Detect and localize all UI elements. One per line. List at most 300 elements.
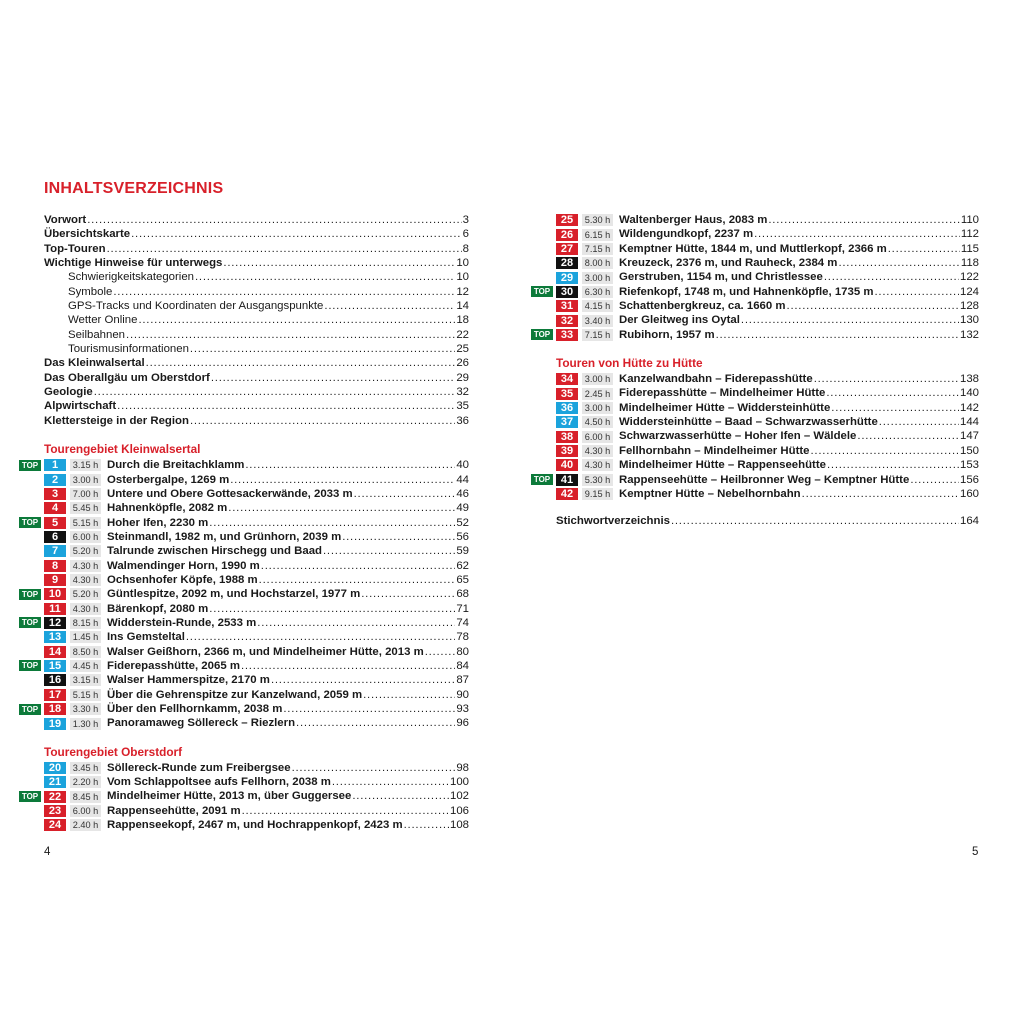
- toc-right-column: [533, 213, 979, 529]
- dot-leader: [814, 372, 959, 386]
- dot-leader: [363, 688, 455, 702]
- tour-duration: 5.20 h: [70, 588, 101, 600]
- dot-leader: [138, 313, 455, 327]
- entry-page: 6: [462, 228, 469, 241]
- dot-leader: [768, 213, 959, 227]
- dot-leader: [857, 429, 959, 443]
- tour-duration: 3.40 h: [582, 315, 613, 327]
- tour-entry[interactable]: [556, 444, 979, 458]
- tour-number-badge: 8: [44, 560, 66, 572]
- tour-number-badge: 6: [44, 531, 66, 543]
- tour-label: Rappenseekopf, 2467 m, und Hochrappenkopf, 2423 m: [107, 819, 403, 832]
- dot-leader: [874, 285, 959, 299]
- tour-number-badge: 34: [556, 373, 578, 385]
- tour-label: Schattenbergkreuz, ca. 1660 m: [619, 300, 786, 313]
- tour-label: Rappenseehütte, 2091 m: [107, 804, 241, 817]
- tour-entry[interactable]: [44, 775, 469, 789]
- tour-number-badge: 41: [556, 474, 578, 486]
- tour-duration: 2.20 h: [70, 776, 101, 788]
- tour-entry[interactable]: [556, 213, 979, 227]
- top-badge: TOP: [19, 704, 41, 715]
- tour-number-badge: 16: [44, 674, 66, 686]
- tour-page: 78: [456, 631, 469, 644]
- tour-duration: 6.15 h: [582, 229, 613, 241]
- tour-page: 40: [456, 459, 469, 472]
- tour-entry[interactable]: [533, 328, 979, 342]
- entry-label: Schwierigkeitskategorien: [68, 271, 194, 284]
- tour-duration: 3.45 h: [70, 762, 101, 774]
- toc-entry[interactable]: [556, 514, 979, 528]
- tour-duration: 6.30 h: [582, 286, 613, 298]
- toc-left-column: [21, 213, 469, 832]
- tour-duration: 3.00 h: [70, 474, 101, 486]
- tour-label: Ochsenhofer Köpfe, 1988 m: [107, 573, 258, 586]
- tour-page: 71: [456, 602, 469, 615]
- tour-duration: 5.30 h: [582, 474, 613, 486]
- tour-entry[interactable]: [556, 313, 979, 327]
- entry-label: GPS-Tracks und Koordinaten der Ausgangspunkte: [68, 300, 324, 313]
- dot-leader: [87, 213, 461, 227]
- toc-entry[interactable]: [44, 356, 469, 370]
- tour-page: 93: [456, 703, 469, 715]
- dot-leader: [209, 602, 455, 616]
- section-heading: Touren von Hütte zu Hütte: [556, 356, 703, 371]
- tour-entry[interactable]: [44, 645, 469, 659]
- dot-leader: [824, 270, 959, 284]
- section-heading: Tourengebiet Kleinwalsertal: [44, 442, 201, 457]
- entry-label: Das Oberallgäu um Oberstdorf: [44, 371, 210, 384]
- tour-page: 46: [456, 487, 469, 500]
- dot-leader: [826, 386, 959, 400]
- tour-entry[interactable]: [21, 587, 469, 601]
- entry-page: 10: [456, 271, 469, 284]
- tour-label: Panoramaweg Söllereck – Riezlern: [107, 717, 296, 730]
- dot-leader: [811, 444, 959, 458]
- tour-page: 153: [959, 459, 979, 472]
- tour-page: 80: [456, 645, 469, 658]
- dot-leader: [361, 587, 455, 601]
- tour-duration: 6.00 h: [582, 431, 613, 443]
- dot-leader: [223, 256, 455, 270]
- page-number-right: 5: [972, 846, 979, 858]
- tour-label: Hahnenköpfle, 2082 m: [107, 502, 228, 515]
- tour-page: 140: [959, 387, 979, 400]
- tour-label: Mindelheimer Hütte – Widdersteinhütte: [619, 401, 831, 414]
- tour-duration: 5.15 h: [70, 689, 101, 701]
- dot-leader: [94, 385, 456, 399]
- tour-number-badge: 30: [556, 286, 578, 298]
- toc-entry[interactable]: [44, 385, 469, 399]
- tour-label: Fiderepasshütte – Mindelheimer Hütte: [619, 387, 826, 400]
- dot-leader: [323, 544, 455, 558]
- tour-entry[interactable]: [44, 716, 469, 730]
- top-badge: TOP: [531, 474, 553, 485]
- tour-duration: 7.15 h: [582, 243, 613, 255]
- dot-leader: [342, 530, 455, 544]
- tour-duration: 4.45 h: [70, 660, 101, 672]
- page-number-left: 4: [44, 846, 51, 858]
- dot-leader: [146, 356, 456, 370]
- dot-leader: [245, 458, 455, 472]
- toc-entry[interactable]: [44, 256, 469, 270]
- tour-page: 110: [960, 214, 979, 226]
- tour-label: Mindelheimer Hütte – Rappenseehütte: [619, 459, 826, 472]
- tour-number-badge: 38: [556, 431, 578, 443]
- tour-number-badge: 37: [556, 416, 578, 428]
- dot-leader: [754, 227, 960, 241]
- tour-number-badge: 22: [44, 791, 66, 803]
- tour-duration: 8.45 h: [70, 791, 101, 803]
- tour-label: Untere und Obere Gottesackerwände, 2033 m: [107, 487, 353, 500]
- entry-page: 10: [456, 257, 469, 270]
- tour-duration: 3.30 h: [70, 703, 101, 715]
- tour-duration: 5.30 h: [582, 214, 613, 226]
- tour-number-badge: 33: [556, 329, 578, 341]
- dot-leader: [209, 516, 455, 530]
- dot-leader: [107, 242, 462, 256]
- top-badge: TOP: [19, 517, 41, 528]
- tour-entry[interactable]: [44, 573, 469, 587]
- tour-entry[interactable]: [44, 487, 469, 501]
- tour-number-badge: 31: [556, 300, 578, 312]
- tour-page: 52: [456, 516, 469, 529]
- dot-leader: [831, 401, 959, 415]
- tour-number-badge: 29: [556, 272, 578, 284]
- tour-duration: 8.00 h: [582, 257, 613, 269]
- tour-duration: 3.15 h: [70, 459, 101, 471]
- tour-duration: 3.00 h: [582, 402, 613, 414]
- entry-label: Symbole: [68, 285, 113, 298]
- tour-number-badge: 9: [44, 574, 66, 586]
- tour-page: 144: [959, 416, 979, 429]
- dot-leader: [131, 227, 462, 241]
- tour-entry[interactable]: [533, 473, 979, 487]
- tour-duration: 9.15 h: [582, 488, 613, 500]
- tour-page: 90: [456, 688, 469, 701]
- entry-label: Stichwortverzeichnis: [556, 515, 670, 528]
- entry-label: Übersichtskarte: [44, 228, 131, 241]
- entry-page: 12: [456, 285, 469, 298]
- tour-page: 112: [960, 228, 979, 241]
- tour-label: Mindelheimer Hütte, 2013 m, über Guggersee: [107, 790, 352, 803]
- entry-page: 26: [456, 357, 469, 370]
- tour-page: 130: [959, 314, 979, 327]
- tour-number-badge: 5: [44, 517, 66, 529]
- tour-entry[interactable]: [21, 659, 469, 673]
- toc-entry[interactable]: [44, 270, 469, 284]
- entry-label: Alpwirtschaft: [44, 400, 117, 413]
- top-badge: TOP: [19, 617, 41, 628]
- tour-duration: 8.15 h: [70, 617, 101, 629]
- tour-page: 49: [456, 502, 469, 515]
- tour-entry[interactable]: [21, 616, 469, 630]
- dot-leader: [838, 256, 959, 270]
- tour-entry[interactable]: [21, 702, 469, 716]
- tour-duration: 8.50 h: [70, 646, 101, 658]
- toc-entry[interactable]: [44, 399, 469, 413]
- entry-label: Seilbahnen: [68, 328, 126, 341]
- tour-page: 124: [959, 285, 979, 298]
- tour-entry[interactable]: [44, 761, 469, 775]
- toc-entry[interactable]: [44, 299, 469, 313]
- dot-leader: [230, 473, 455, 487]
- entry-label: Geologie: [44, 386, 93, 399]
- entry-label: Klettersteige in der Region: [44, 414, 189, 427]
- tour-page: 84: [456, 659, 469, 672]
- toc-entry[interactable]: [44, 285, 469, 299]
- tour-entry[interactable]: [556, 372, 979, 386]
- tour-label: Widdersteinhütte – Baad – Schwarzwasserhütte: [619, 416, 878, 429]
- toc-entry[interactable]: [44, 342, 469, 356]
- tour-entry[interactable]: [44, 559, 469, 573]
- entry-label: Top-Touren: [44, 242, 106, 255]
- tour-page: 74: [456, 616, 469, 629]
- tour-entry[interactable]: [556, 256, 979, 270]
- dot-leader: [126, 328, 455, 342]
- tour-label: Widderstein-Runde, 2533 m: [107, 616, 257, 629]
- tour-entry[interactable]: [556, 401, 979, 415]
- dot-leader: [404, 818, 449, 832]
- tour-page: 138: [959, 373, 979, 386]
- tour-page: 56: [456, 530, 469, 543]
- tour-entry[interactable]: [21, 789, 469, 803]
- entry-label: Tourismusinformationen: [68, 343, 189, 356]
- tour-label: Rubihorn, 1957 m: [619, 328, 715, 341]
- tour-label: Kemptner Hütte – Nebelhornbahn: [619, 487, 801, 500]
- tour-label: Fellhornbahn – Mindelheimer Hütte: [619, 444, 810, 457]
- dot-leader: [324, 299, 455, 313]
- tour-number-badge: 2: [44, 474, 66, 486]
- entry-label: Wichtige Hinweise für unterwegs: [44, 257, 223, 270]
- dot-leader: [211, 371, 455, 385]
- tour-label: Rappenseehütte – Heilbronner Weg – Kemptner Hütte: [619, 473, 910, 486]
- tour-page: 65: [456, 573, 469, 586]
- tour-number-badge: 20: [44, 762, 66, 774]
- tour-entry[interactable]: [44, 688, 469, 702]
- dot-leader: [195, 270, 455, 284]
- tour-number-badge: 21: [44, 776, 66, 788]
- toc-entry[interactable]: [44, 227, 469, 241]
- dot-leader: [352, 789, 449, 803]
- tour-entry[interactable]: [556, 227, 979, 241]
- tour-label: Waltenberger Haus, 2083 m: [619, 214, 768, 226]
- tour-duration: 4.30 h: [70, 574, 101, 586]
- tour-label: Durch die Breitachklamm: [107, 459, 245, 472]
- dot-leader: [228, 501, 455, 515]
- dot-leader: [716, 328, 959, 342]
- dot-leader: [296, 716, 455, 730]
- tour-page: 106: [449, 804, 469, 817]
- tour-entry[interactable]: [44, 630, 469, 644]
- tour-number-badge: 18: [44, 703, 66, 715]
- entry-label: Das Kleinwalsertal: [44, 357, 145, 370]
- tour-label: Gerstruben, 1154 m, und Christlessee: [619, 271, 823, 284]
- tour-label: Kemptner Hütte, 1844 m, und Muttlerkopf, 2366 m: [619, 242, 887, 255]
- entry-page: 14: [456, 300, 469, 313]
- tour-entry[interactable]: [556, 242, 979, 256]
- tour-duration: 2.45 h: [582, 388, 613, 400]
- dot-leader: [741, 313, 959, 327]
- toc-entry[interactable]: [44, 213, 469, 227]
- tour-number-badge: 32: [556, 315, 578, 327]
- tour-entry[interactable]: [44, 544, 469, 558]
- dot-leader: [910, 473, 959, 487]
- tour-page: 156: [959, 473, 979, 486]
- tour-label: Kanzelwandbahn – Fiderepasshütte: [619, 373, 813, 386]
- entry-page: 36: [456, 414, 469, 427]
- dot-leader: [190, 414, 455, 428]
- tour-entry[interactable]: [556, 487, 979, 501]
- tour-number-badge: 23: [44, 805, 66, 817]
- tour-number-badge: 10: [44, 588, 66, 600]
- tour-entry[interactable]: [44, 501, 469, 515]
- toc-entry[interactable]: [44, 371, 469, 385]
- tour-entry[interactable]: [556, 386, 979, 400]
- tour-entry[interactable]: [556, 299, 979, 313]
- toc-entry[interactable]: [44, 242, 469, 256]
- dot-leader: [888, 242, 960, 256]
- tour-duration: 3.00 h: [582, 272, 613, 284]
- tour-label: Güntlespitze, 2092 m, und Hochstarzel, 1977 m: [107, 588, 361, 601]
- dot-leader: [425, 645, 456, 659]
- tour-entry[interactable]: [44, 818, 469, 832]
- dot-leader: [332, 775, 449, 789]
- tour-label: Vom Schlappoltsee aufs Fellhorn, 2038 m: [107, 776, 331, 789]
- tour-entry[interactable]: [21, 458, 469, 472]
- tour-label: Der Gleitweg ins Oytal: [619, 314, 740, 327]
- tour-duration: 4.15 h: [582, 300, 613, 312]
- tour-duration: 5.20 h: [70, 545, 101, 557]
- tour-page: 147: [959, 430, 979, 443]
- dot-leader: [879, 415, 959, 429]
- entry-page: 18: [456, 314, 469, 327]
- tour-duration: 3.15 h: [70, 674, 101, 686]
- tour-duration: 7.15 h: [582, 329, 613, 341]
- tour-page: 87: [456, 674, 469, 687]
- tour-number-badge: 7: [44, 545, 66, 557]
- tour-label: Steinmandl, 1982 m, und Grünhorn, 2039 m: [107, 530, 342, 543]
- tour-label: Kreuzeck, 2376 m, und Rauheck, 2384 m: [619, 257, 838, 270]
- dot-leader: [292, 761, 456, 775]
- tour-label: Talrunde zwischen Hirschegg und Baad: [107, 545, 322, 558]
- entry-page: 22: [456, 328, 469, 341]
- tour-label: Hoher Ifen, 2230 m: [107, 516, 209, 529]
- tour-duration: 2.40 h: [70, 819, 101, 831]
- tour-page: 100: [449, 776, 469, 789]
- top-badge: TOP: [19, 589, 41, 600]
- top-badge: TOP: [19, 660, 41, 671]
- tour-label: Bärenkopf, 2080 m: [107, 602, 209, 615]
- tour-label: Ins Gemsteltal: [107, 631, 185, 644]
- dot-leader: [787, 299, 959, 313]
- dot-leader: [283, 702, 455, 716]
- entry-page: 3: [462, 214, 469, 226]
- toc-entry[interactable]: [44, 414, 469, 428]
- tour-number-badge: 12: [44, 617, 66, 629]
- tour-duration: 6.00 h: [70, 531, 101, 543]
- tour-entry[interactable]: [44, 530, 469, 544]
- tour-entry[interactable]: [556, 429, 979, 443]
- tour-number-badge: 28: [556, 257, 578, 269]
- tour-number-badge: 14: [44, 646, 66, 658]
- tour-number-badge: 25: [556, 214, 578, 226]
- tour-duration: 4.30 h: [582, 445, 613, 457]
- dot-leader: [113, 285, 455, 299]
- tour-duration: 4.30 h: [70, 560, 101, 572]
- entry-page: 8: [462, 242, 469, 255]
- entry-page: 164: [959, 515, 979, 528]
- tour-label: Fiderepasshütte, 2065 m: [107, 659, 240, 672]
- entry-page: 32: [456, 386, 469, 399]
- tour-page: 115: [960, 242, 979, 255]
- tour-label: Schwarzwasserhütte – Hoher Ifen – Wäldele: [619, 430, 857, 443]
- tour-entry[interactable]: [533, 285, 979, 299]
- tour-page: 160: [959, 487, 979, 500]
- tour-number-badge: 1: [44, 459, 66, 471]
- toc-entry[interactable]: [44, 328, 469, 342]
- tour-number-badge: 13: [44, 631, 66, 643]
- tour-duration: 5.45 h: [70, 502, 101, 514]
- tour-page: 102: [449, 790, 469, 803]
- tour-entry[interactable]: [44, 673, 469, 687]
- tour-entry[interactable]: [556, 270, 979, 284]
- tour-entry[interactable]: [44, 473, 469, 487]
- tour-page: 142: [959, 401, 979, 414]
- top-badge: TOP: [531, 286, 553, 297]
- tour-number-badge: 15: [44, 660, 66, 672]
- tour-number-badge: 17: [44, 689, 66, 701]
- entry-page: 25: [456, 343, 469, 356]
- tour-number-badge: 42: [556, 488, 578, 500]
- section-gap: [556, 342, 979, 355]
- entry-label: Vorwort: [44, 214, 87, 226]
- tour-entry[interactable]: [21, 516, 469, 530]
- top-badge: TOP: [19, 791, 41, 802]
- tour-entry[interactable]: [44, 602, 469, 616]
- dot-leader: [271, 673, 455, 687]
- tour-number-badge: 36: [556, 402, 578, 414]
- tour-duration: 1.30 h: [70, 718, 101, 730]
- dot-leader: [257, 616, 455, 630]
- dot-leader: [354, 487, 456, 501]
- tour-entry[interactable]: [556, 458, 979, 472]
- tour-label: Über die Gehrenspitze zur Kanzelwand, 2059 m: [107, 688, 363, 701]
- tour-label: Wildengundkopf, 2237 m: [619, 228, 754, 241]
- dot-leader: [259, 573, 456, 587]
- dot-leader: [117, 399, 455, 413]
- tour-number-badge: 24: [44, 819, 66, 831]
- tour-number-badge: 26: [556, 229, 578, 241]
- tour-duration: 1.45 h: [70, 631, 101, 643]
- toc-entry[interactable]: [44, 313, 469, 327]
- tour-entry[interactable]: [44, 804, 469, 818]
- tour-page: 132: [959, 328, 979, 341]
- tour-label: Über den Fellhornkamm, 2038 m: [107, 703, 283, 715]
- dot-leader: [671, 514, 959, 528]
- top-badge: TOP: [19, 460, 41, 471]
- entry-page: 29: [456, 371, 469, 384]
- tour-number-badge: 3: [44, 488, 66, 500]
- page-title: INHALTSVERZEICHNIS: [44, 180, 224, 197]
- tour-entry[interactable]: [556, 415, 979, 429]
- tour-number-badge: 11: [44, 603, 66, 615]
- tour-duration: 3.00 h: [582, 373, 613, 385]
- tour-label: Osterbergalpe, 1269 m: [107, 473, 230, 486]
- dot-leader: [827, 458, 959, 472]
- tour-page: 98: [456, 761, 469, 774]
- tour-page: 96: [456, 717, 469, 730]
- section-heading: Tourengebiet Oberstdorf: [44, 744, 183, 759]
